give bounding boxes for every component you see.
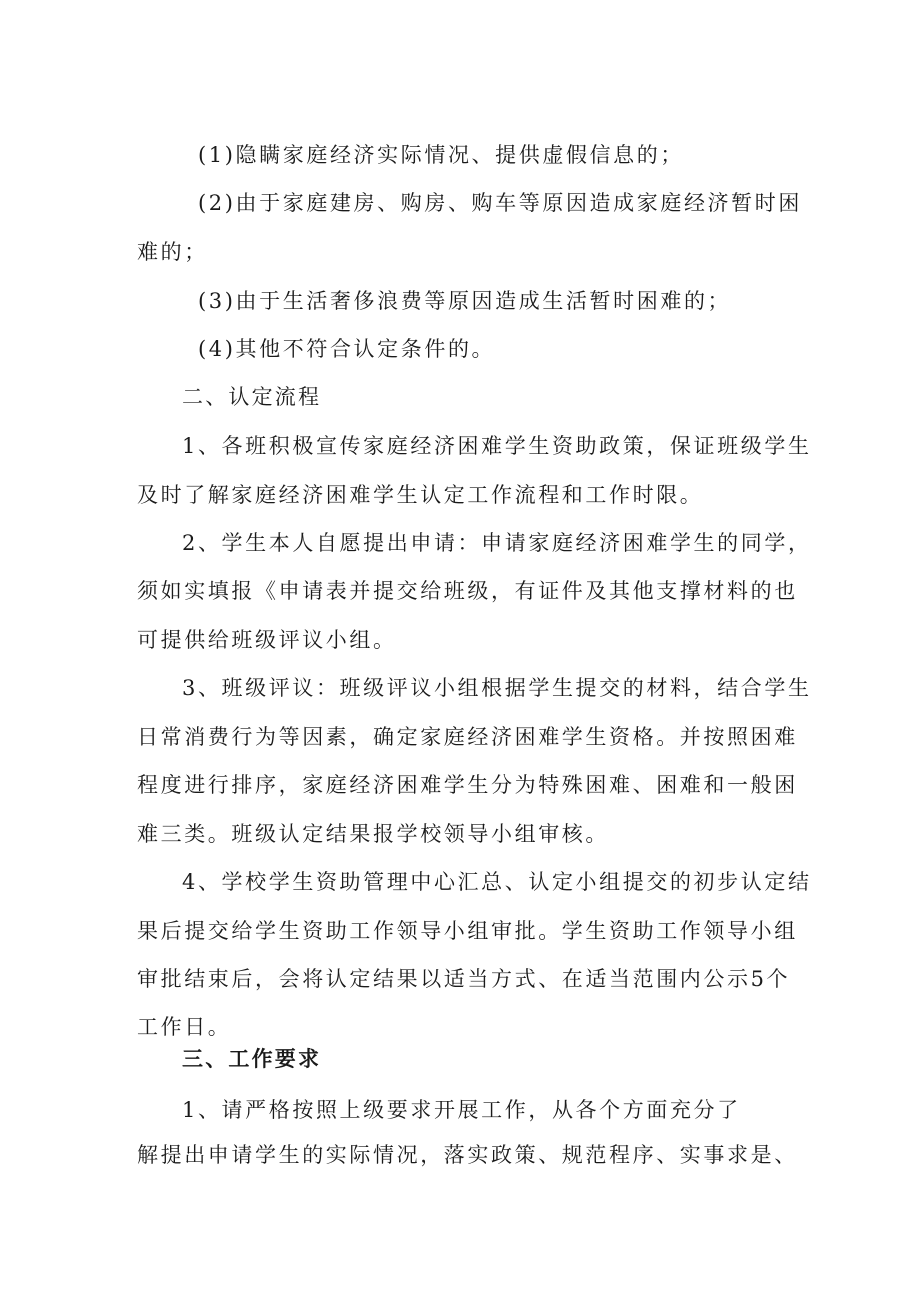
- paragraph-5-line-2: 解提出申请学生的实际情况，落实政策、规范程序、实事求是、: [137, 1143, 798, 1167]
- list-item-2-continued: 难的；: [137, 240, 208, 264]
- paragraph-3-line-4: 难三类。班级认定结果报学校领导小组审核。: [137, 822, 609, 846]
- list-item-1: (1)隐瞒家庭经济实际情况、提供虚假信息的；: [198, 143, 684, 167]
- paragraph-4-line-1: 4、学校学生资助管理中心汇总、认定小组提交的初步认定结: [182, 870, 812, 894]
- list-item-2: (2)由于家庭建房、购房、购车等原因造成家庭经济暂时困: [198, 191, 802, 215]
- paragraph-1-line-2: 及时了解家庭经济困难学生认定工作流程和工作时限。: [137, 483, 704, 507]
- list-item-3: (3)由于生活奢侈浪费等原因造成生活暂时困难的；: [198, 289, 732, 313]
- paragraph-2-line-1: 2、学生本人自愿提出申请：申请家庭经济困难学生的同学，: [182, 531, 812, 555]
- paragraph-3-line-1: 3、班级评议：班级评议小组根据学生提交的材料，结合学生: [182, 676, 812, 700]
- paragraph-5-line-1: 1、请严格按照上级要求开展工作，从各个方面充分了: [182, 1098, 741, 1122]
- paragraph-2-line-3: 可提供给班级评议小组。: [137, 628, 397, 652]
- paragraph-2-line-2: 须如实填报《申请表并提交给班级，有证件及其他支撑材料的也: [137, 579, 798, 603]
- paragraph-3-line-2: 日常消费行为等因素，确定家庭经济困难学生资格。并按照困难: [137, 725, 798, 749]
- list-item-4: (4)其他不符合认定条件的。: [198, 337, 496, 361]
- paragraph-4-line-4: 工作日。: [137, 1015, 232, 1039]
- paragraph-1-line-1: 1、各班积极宣传家庭经济困难学生资助政策，保证班级学生: [182, 434, 812, 458]
- section-heading-3: 三、工作要求: [182, 1046, 322, 1071]
- paragraph-4-line-2: 果后提交给学生资助工作领导小组审批。学生资助工作领导小组: [137, 919, 798, 943]
- section-heading-2: 二、认定流程: [182, 385, 322, 409]
- paragraph-4-line-3: 审批结束后，会将认定结果以适当方式、在适当范围内公示5个: [137, 967, 791, 991]
- paragraph-3-line-3: 程度进行排序，家庭经济困难学生分为特殊困难、困难和一般困: [137, 773, 798, 797]
